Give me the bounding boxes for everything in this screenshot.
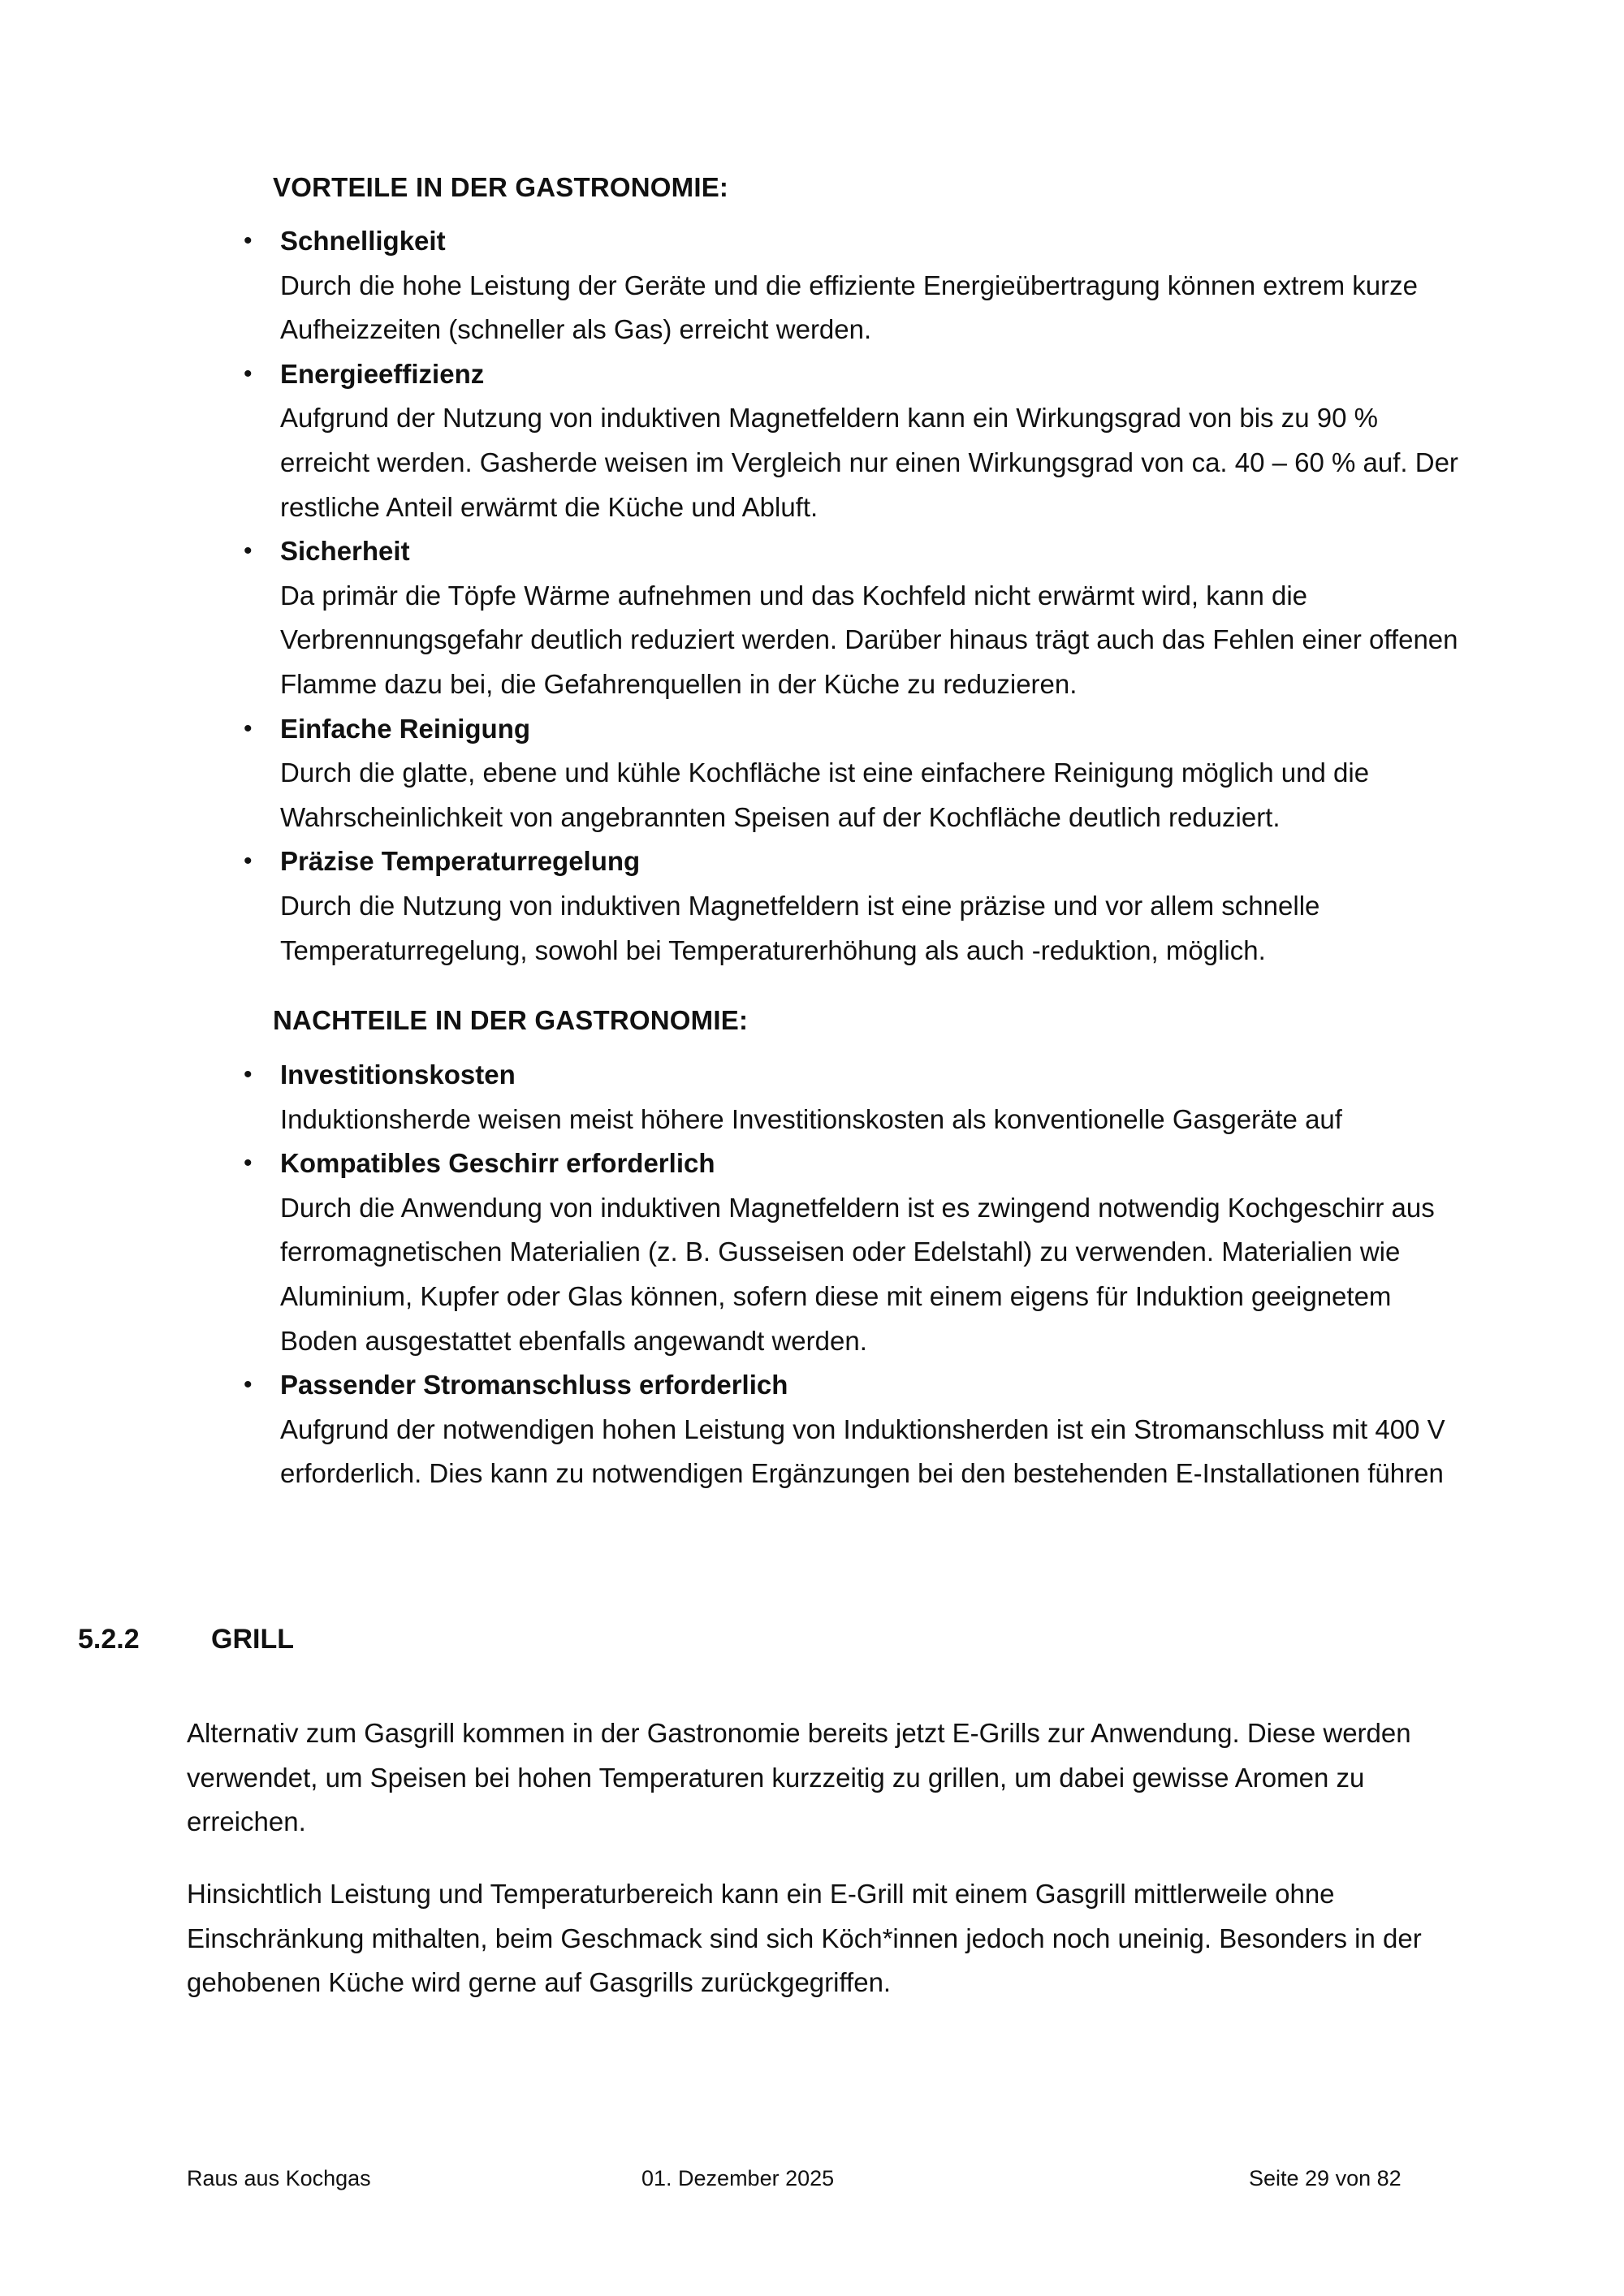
item-title: • Passender Stromanschluss erforderlich — [280, 1370, 788, 1400]
item-title: • Investitionskosten — [280, 1060, 516, 1090]
item-title: • Präzise Temperaturregelung — [280, 846, 641, 877]
item-text: Aufgrund der Nutzung von induktiven Magnetfeldern kann ein Wirkungsgrad von bis zu 90 % erreicht werden. Gasherde weisen im Vergleich nur einen Wirkungsgrad von ca. 40 – 60 % auf. Der restliche Anteil erwärmt die Küche und Abluft. — [280, 403, 1458, 522]
page-footer — [0, 2166, 1624, 2199]
item-title: • Kompatibles Geschirr erforderlich — [280, 1148, 715, 1179]
item-title: • Einfache Reinigung — [280, 713, 531, 744]
disadvantages-list — [244, 1053, 1462, 1496]
paragraph: Hinsichtlich Leistung und Temperaturbereich kann ein E-Grill mit einem Gasgrill mittlerweile ohne Einschränkung mithalten, beim Geschmack sind sich Köch*innen jedoch noch uneinig. Besonders in der gehobenen Küche wird gerne auf Gasgrills zurückgegriffen. — [187, 1879, 1422, 1998]
item-text: Durch die hohe Leistung der Geräte und die effiziente Energieübertragung können extrem kurze Aufheizzeiten (schneller als Gas) erreicht werden. — [280, 270, 1418, 345]
list-item — [244, 219, 1462, 352]
item-title: • Sicherheit — [280, 536, 410, 567]
footer-document-title: Raus aus Kochgas — [187, 2166, 371, 2190]
item-title: • Schnelligkeit — [280, 226, 446, 256]
item-text: Induktionsherde weisen meist höhere Investitionskosten als konventionelle Gasgeräte auf — [280, 1103, 1342, 1134]
list-item — [244, 1053, 1462, 1142]
disadvantages-heading: NACHTEILE IN DER GASTRONOMIE: — [273, 1005, 749, 1035]
list-item — [244, 1142, 1462, 1363]
section-title: GRILL — [211, 1624, 294, 1655]
advantages-list — [244, 219, 1462, 973]
list-item — [244, 352, 1462, 529]
item-text: Durch die Nutzung von induktiven Magnetfeldern ist eine präzise und vor allem schnelle Temperaturregelung, sowohl bei Temperaturerhöhung als auch -reduktion, möglich. — [280, 890, 1320, 965]
section-number: 5.2.2 — [78, 1624, 140, 1655]
list-item — [244, 707, 1462, 840]
item-text: Durch die glatte, ebene und kühle Kochfläche ist eine einfachere Reinigung möglich und die Wahrscheinlichkeit von angebrannten Speisen auf der Kochfläche deutlich reduziert. — [280, 757, 1370, 832]
list-item — [244, 529, 1462, 706]
footer-page-number: Seite 29 von 82 — [1249, 2166, 1402, 2190]
list-item — [244, 1363, 1462, 1496]
item-text: Da primär die Töpfe Wärme aufnehmen und das Kochfeld nicht erwärmt wird, kann die Verbrennungsgefahr deutlich reduziert werden. Darüber hinaus trägt auch das Fehlen einer offenen Flamme dazu bei, die Gefahrenquellen in der Küche zu reduzieren. — [280, 580, 1458, 699]
paragraph: Alternativ zum Gasgrill kommen in der Gastronomie bereits jetzt E-Grills zur Anwendung. Diese werden verwendet, um Speisen bei hohen Temperaturen kurzzeitig zu grillen, um dabei gewisse Aromen zu erreichen. — [187, 1718, 1411, 1837]
list-item — [244, 839, 1462, 973]
footer-date: 01. Dezember 2025 — [641, 2166, 835, 2190]
item-text: Durch die Anwendung von induktiven Magnetfeldern ist es zwingend notwendig Kochgeschirr aus ferromagnetischen Materialien (z. B. Gusseisen oder Edelstahl) zu verwenden. Materialien wie Aluminium, Kupfer oder Glas können, sofern diese mit einem eigens für Induktion geeignetem Boden ausgestattet ebenfalls angewandt werden. — [280, 1192, 1435, 1356]
advantages-heading: VORTEILE IN DER GASTRONOMIE: — [273, 172, 729, 202]
item-title: • Energieeffizienz — [280, 358, 485, 389]
item-text: Aufgrund der notwendigen hohen Leistung von Induktionsherden ist ein Stromanschluss mit 400 V erforderlich. Dies kann zu notwendigen Ergänzungen bei den bestehenden E-Installationen führen — [280, 1413, 1445, 1489]
